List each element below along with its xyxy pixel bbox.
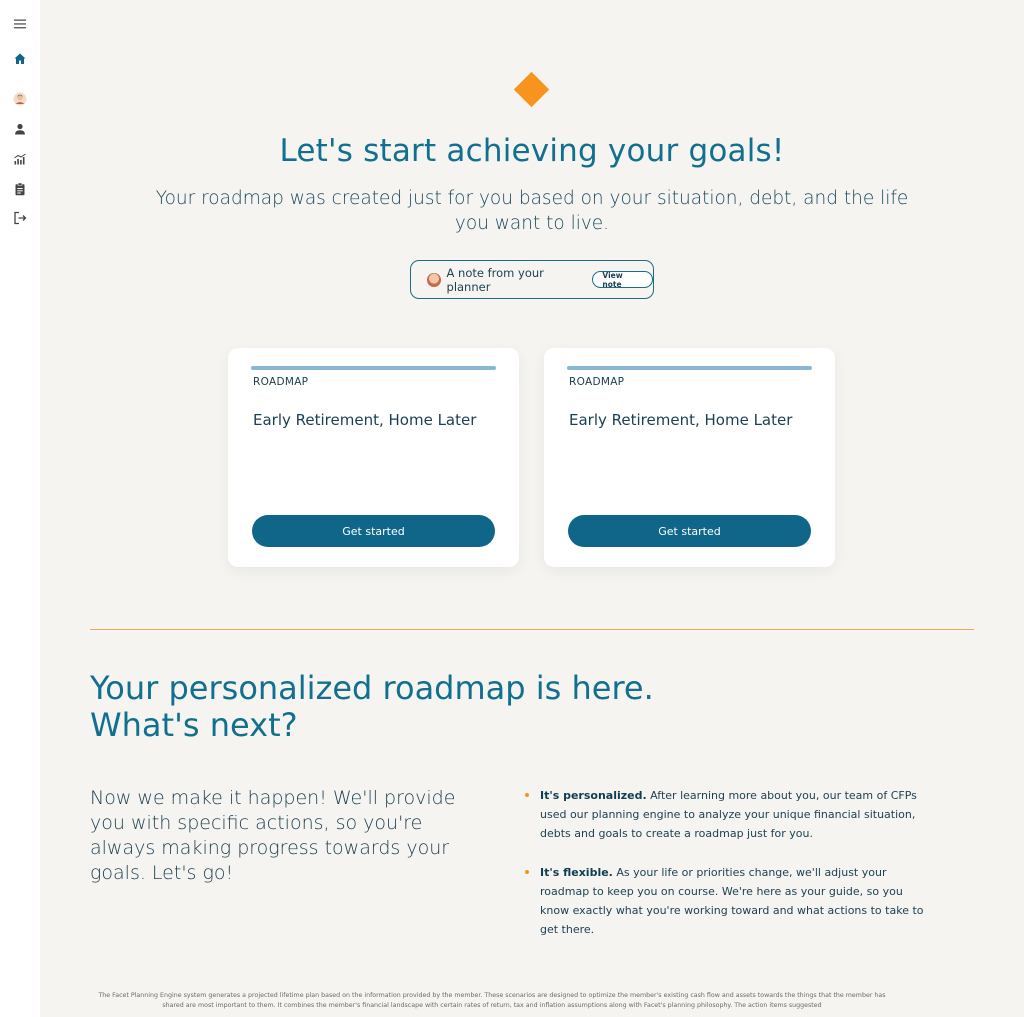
home-icon[interactable] bbox=[10, 49, 30, 69]
section-divider bbox=[90, 629, 974, 630]
clipboard-icon[interactable] bbox=[10, 179, 30, 199]
card-accent-bar bbox=[567, 366, 812, 370]
card-title: Early Retirement, Home Later bbox=[569, 411, 793, 429]
menu-icon[interactable] bbox=[10, 14, 30, 34]
bullet-text: As your life or priorities change, we'll adjust your roadmap to keep you on course. We're here as your guide, so you know exactly what you're working toward and what actions to take to get there. bbox=[540, 866, 924, 936]
lead-text: Now we make it happen! We'll provide you with specific actions, so you're always making progress towards your goals. Let's go! bbox=[90, 787, 456, 884]
bullet-dot bbox=[525, 870, 529, 874]
card-eyebrow: ROADMAP bbox=[253, 376, 309, 388]
list-item bbox=[525, 863, 925, 939]
list-item bbox=[525, 786, 925, 843]
bullet-dot bbox=[525, 793, 529, 797]
benefit-list bbox=[525, 786, 925, 959]
bullet-text: After learning more about you, our team of CFPs used our planning engine to analyze your unique financial situation, debts and goals to create a roadmap just for you. bbox=[540, 789, 917, 840]
page-title: Let's start achieving your goals! bbox=[279, 133, 785, 169]
profile-icon[interactable] bbox=[10, 119, 30, 139]
section-title-line1: Your personalized roadmap is here. bbox=[90, 669, 654, 707]
section-title bbox=[90, 670, 790, 744]
planner-note-label: A note from your planner bbox=[446, 265, 544, 294]
disclaimer: The Facet Planning Engine system generates a projected lifetime plan based on the information provided by the member. These scenarios are designed to optimize the member's existing cash flow and assets towards the things that the member has shared are most important to them. It combines the member's financial landscape with certain rates of return, tax and inflation assumptions along with Facet's planning philosophy. The action items suggested bbox=[98, 992, 886, 1009]
logout-icon[interactable] bbox=[10, 208, 30, 228]
diamond-logo bbox=[514, 72, 549, 107]
page-subtitle: Your roadmap was created just for you based on your situation, debt, and the life you want to live. bbox=[155, 188, 909, 234]
planner-note-button[interactable] bbox=[410, 260, 654, 299]
roadmap-card bbox=[544, 348, 835, 567]
card-eyebrow: ROADMAP bbox=[569, 376, 625, 388]
roadmap-card bbox=[228, 348, 519, 567]
get-started-button[interactable]: Get started bbox=[252, 515, 495, 547]
chart-icon[interactable] bbox=[10, 149, 30, 169]
planner-avatar bbox=[427, 273, 441, 287]
card-accent-bar bbox=[251, 366, 496, 370]
sidebar bbox=[0, 0, 40, 1017]
view-note-button[interactable]: View note bbox=[592, 271, 653, 288]
bullet-heading: It's personalized. bbox=[540, 789, 647, 802]
bullet-heading: It's flexible. bbox=[540, 866, 613, 879]
card-title: Early Retirement, Home Later bbox=[253, 411, 477, 429]
main-content bbox=[40, 0, 1024, 1017]
get-started-button[interactable]: Get started bbox=[568, 515, 811, 547]
planner-avatar[interactable] bbox=[10, 89, 30, 109]
section-title-line2: What's next? bbox=[90, 706, 298, 744]
